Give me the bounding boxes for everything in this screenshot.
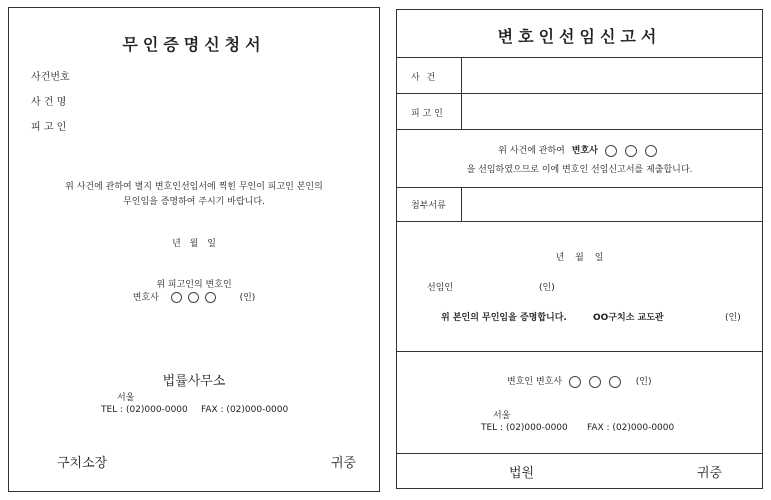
appointer-label: 선임인 (427, 283, 454, 293)
contact-phone: TEL : (02)000-0000 (101, 405, 188, 415)
row-label-defendant: 피 고 인 (411, 109, 443, 119)
circle-placeholder-icon (589, 376, 601, 388)
contact-fax: FAX : (02)000-0000 (587, 423, 675, 433)
date-line: 년 월 일 (555, 253, 604, 263)
contact-phone: TEL : (02)000-0000 (481, 423, 568, 433)
divider (397, 221, 762, 222)
verification-officer: OO구치소 교도관 (593, 313, 664, 323)
divider (397, 57, 762, 58)
counsel-appointment-report-form (396, 9, 763, 489)
statement-line-2: 을 선임하였으므로 이에 변호인 선임신고서를 제출합니다. (466, 165, 693, 175)
lawyer-line (507, 374, 652, 388)
body-text-line-2: 무인임을 증명하여 주시기 바랍니다. (123, 197, 265, 207)
circle-placeholder-icon (205, 292, 216, 303)
city-label: 서울 (493, 411, 511, 421)
statement-line-1 (397, 143, 762, 157)
verification-seal: (인) (725, 313, 741, 323)
field-case-name: 사 건 명 (31, 97, 67, 108)
divider (397, 351, 762, 352)
lawyer-label: 변호인 변호사 (507, 377, 563, 387)
circle-placeholder-icon (605, 145, 617, 157)
proof-of-thumbprint-form (8, 7, 380, 492)
circle-placeholder-icon (569, 376, 581, 388)
addressee: 법원 (509, 466, 535, 481)
lawyer-label: 변호사 (132, 293, 159, 303)
honorific: 귀중 (697, 466, 723, 481)
circle-placeholder-icon (645, 145, 657, 157)
signer-line (9, 290, 379, 303)
addressee: 구치소장 (57, 456, 108, 471)
column-divider (461, 187, 462, 221)
law-firm-name: 법률사무소 (162, 374, 226, 389)
circle-placeholder-icon (625, 145, 637, 157)
divider (397, 129, 762, 130)
field-defendant: 피 고 인 (31, 122, 67, 133)
lawyer-seal: (인) (635, 377, 652, 387)
statement-prefix: 위 사건에 관하여 (498, 146, 565, 156)
circle-placeholder-icon (609, 376, 621, 388)
body-text-line-1: 위 사건에 관하여 별지 변호인선임서에 찍힌 무인이 피고인 본인의 (65, 182, 323, 192)
signer-title: 위 피고인의 변호인 (156, 280, 232, 290)
date-line: 년 월 일 (172, 239, 216, 249)
divider (397, 453, 762, 454)
divider (397, 93, 762, 94)
appointer-seal: (인) (539, 283, 555, 293)
name-placeholder (168, 293, 222, 303)
row-label-case: 사 건 (411, 73, 436, 83)
circle-placeholder-icon (188, 292, 199, 303)
contact-fax: FAX : (02)000-0000 (201, 405, 289, 415)
row-label-attachments: 첨부서류 (411, 201, 446, 211)
seal-mark: (인) (239, 293, 256, 303)
form-title: 무인증명신청서 (122, 35, 266, 54)
form-title: 변호인선임신고서 (497, 27, 662, 46)
honorific: 귀중 (331, 456, 357, 471)
field-case-number: 사건번호 (31, 72, 70, 83)
divider (397, 187, 762, 188)
verification-text: 위 본인의 무인임을 증명합니다. (441, 313, 567, 323)
circle-placeholder-icon (171, 292, 182, 303)
statement-lawyer: 변호사 (571, 146, 598, 156)
city-label: 서울 (117, 393, 135, 403)
